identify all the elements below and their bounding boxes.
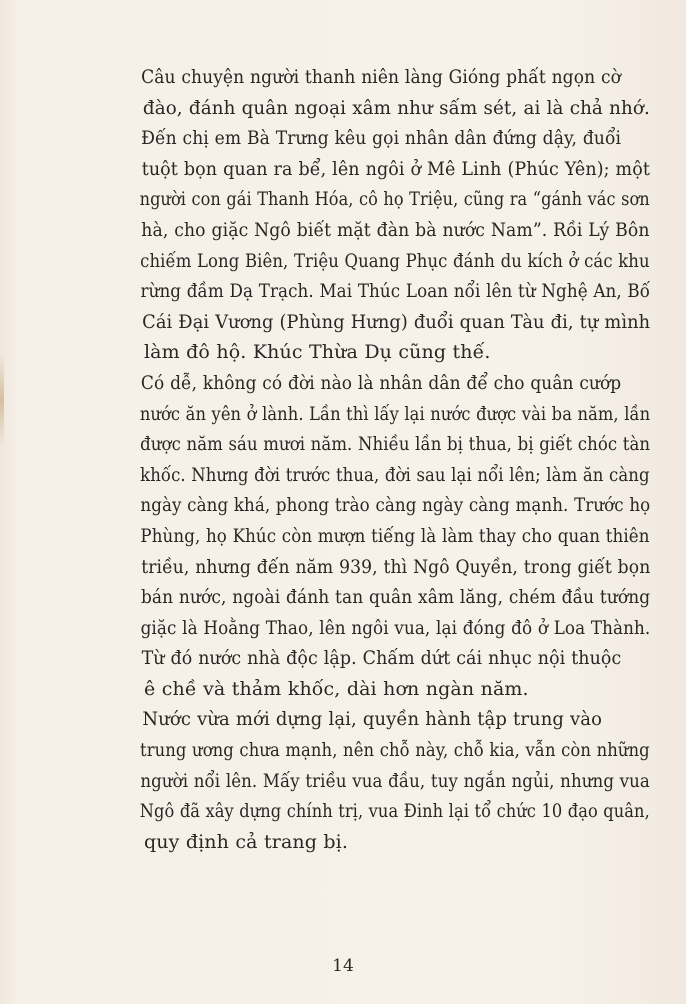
text-line: trung ương chưa mạnh, nên chỗ này, chỗ kia, vẫn còn những <box>140 739 650 762</box>
paragraph-giong <box>115 62 650 123</box>
binding-shadow <box>0 355 4 445</box>
text-line: được năm sáu mươi năm. Nhiều lần bị thua, bị giết chóc tàn <box>140 433 651 456</box>
text-line: nước ăn yên ở lành. Lần thì lấy lại nước được vài ba năm, lần <box>139 402 651 425</box>
text-line: triều, nhưng đến năm 939, thì Ngô Quyền, trong giết bọn <box>141 555 651 578</box>
text-line: Cái Đại Vương (Phùng Hưng) đuổi quan Tàu đi, tự mình <box>142 310 651 333</box>
text-line: bán nước, ngoài đánh tan quân xâm lăng, chém đầu tướng <box>140 586 651 609</box>
text-line: rừng đầm Dạ Trạch. Mai Thúc Loan nổi lên từ Nghệ An, Bố <box>140 280 651 303</box>
text-line: tuột bọn quan ra bể, lên ngôi ở Mê Linh (Phúc Yên); một <box>141 157 650 180</box>
text-line: Nước vừa mới dựng lại, quyền hành tập trung vào <box>142 708 603 731</box>
text-line: quy định cả trang bị. <box>144 830 348 853</box>
paragraph-ba-trung <box>115 123 650 368</box>
text-line: Câu chuyện người thanh niên làng Gióng phất ngọn cờ <box>141 66 621 88</box>
text-line: ngày càng khá, phong trào càng ngày càng mạnh. Trước họ <box>140 494 651 517</box>
text-line: hà, cho giặc Ngô biết mặt đàn bà nước Nam”. Rồi Lý Bôn <box>141 218 650 241</box>
text-line: Ngô đã xây dựng chính trị, vua Đinh lại tổ chức 10 đạo quân, <box>139 800 650 823</box>
paragraph-trieu-vua-dau <box>115 704 650 857</box>
text-line: Có dễ, không có đời nào là nhân dân để cho quân cướp <box>140 371 622 394</box>
text-line: làm đô hộ. Khúc Thừa Dụ cũng thế. <box>144 341 491 364</box>
text-line: giặc là Hoằng Thao, lên ngôi vua, lại đóng đô ở Loa Thành. <box>140 616 651 639</box>
text-line: khốc. Nhưng đời trước thua, đời sau lại nổi lên; làm ăn càng <box>140 463 650 486</box>
page-number: 14 <box>332 956 354 976</box>
text-line: người nổi lên. Mấy triều vua đầu, tuy ngắn ngủi, nhưng vua <box>140 769 650 792</box>
text-line: chiếm Long Biên, Triệu Quang Phục đánh du kích ở các khu <box>140 249 650 272</box>
text-line: Từ đó nước nhà độc lập. Chấm dứt cái nhục nội thuộc <box>141 647 622 670</box>
text-line: Phùng, họ Khúc còn mượn tiếng là làm thay cho quan thiên <box>140 524 650 547</box>
paragraph-doc-lap <box>115 643 650 704</box>
paragraph-ngo-quyen <box>115 368 650 643</box>
body-text <box>115 62 650 857</box>
text-line: người con gái Thanh Hóa, cô họ Triệu, cũng ra “gánh vác sơn <box>139 188 650 211</box>
text-line: Đến chị em Bà Trưng kêu gọi nhân dân đứng dậy, đuổi <box>141 127 622 150</box>
text-line: đào, đánh quân ngoại xâm như sấm sét, ai là chả nhớ. <box>142 96 650 119</box>
text-line: ê chề và thảm khốc, dài hơn ngàn năm. <box>144 677 529 700</box>
